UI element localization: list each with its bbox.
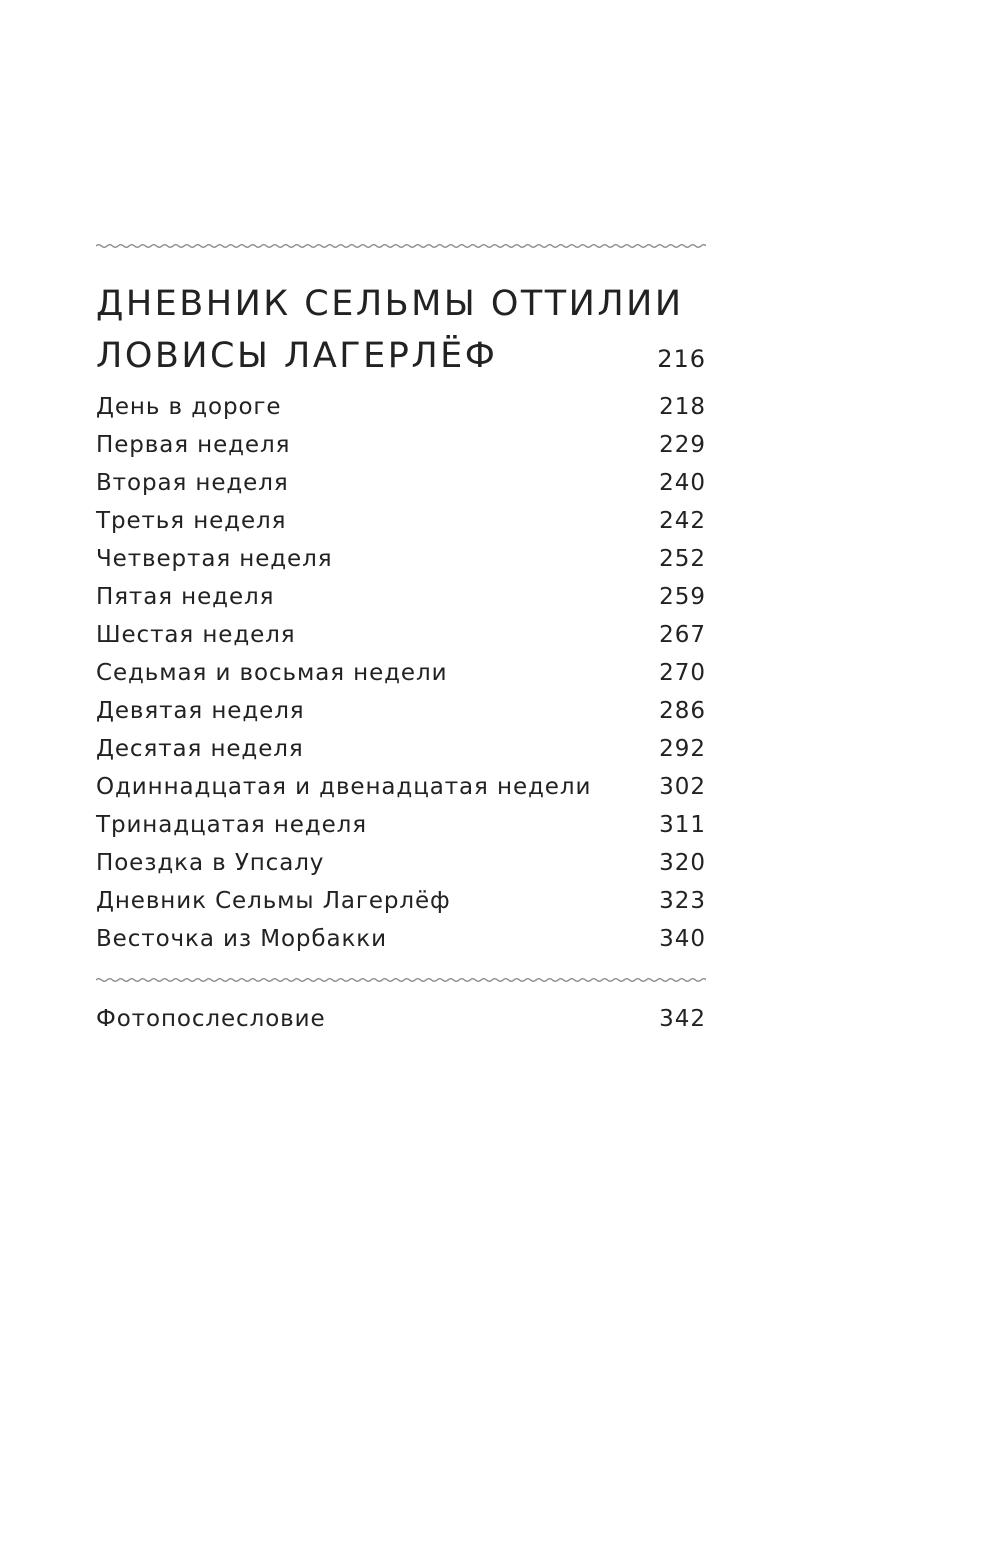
afterword-label: Фотопослесловие <box>96 1006 326 1032</box>
toc-entry[interactable] <box>96 692 706 730</box>
entry-page: 340 <box>659 926 706 952</box>
entry-page: 267 <box>659 622 706 648</box>
entry-page: 259 <box>659 584 706 610</box>
toc-entries <box>96 388 706 958</box>
wavy-divider-top <box>96 238 706 254</box>
toc-entry[interactable] <box>96 654 706 692</box>
entry-label: Первая неделя <box>96 432 291 458</box>
entry-page: 323 <box>659 888 706 914</box>
entry-label: Девятая неделя <box>96 698 305 724</box>
entry-label: Седьмая и восьмая недели <box>96 660 448 686</box>
toc-entry[interactable] <box>96 844 706 882</box>
entry-page: 252 <box>659 546 706 572</box>
entry-label: Шестая неделя <box>96 622 296 648</box>
entry-label: Одиннадцатая и двенадцатая недели <box>96 774 592 800</box>
entry-label: Пятая неделя <box>96 584 275 610</box>
entry-label: Дневник Сельмы Лагерлёф <box>96 888 451 914</box>
entry-page: 270 <box>659 660 706 686</box>
entry-page: 320 <box>659 850 706 876</box>
section-heading <box>96 278 706 382</box>
table-of-contents <box>96 238 706 1038</box>
toc-entry[interactable] <box>96 502 706 540</box>
toc-entry[interactable] <box>96 464 706 502</box>
wavy-divider-bottom <box>96 972 706 988</box>
afterword-page: 342 <box>659 1006 706 1032</box>
entry-page: 240 <box>659 470 706 496</box>
toc-entry[interactable] <box>96 806 706 844</box>
entry-label: Десятая неделя <box>96 736 304 762</box>
toc-entry[interactable] <box>96 426 706 464</box>
entry-page: 229 <box>659 432 706 458</box>
toc-entry[interactable] <box>96 730 706 768</box>
section-title-line-1: ДНЕВНИК СЕЛЬМЫ ОТТИЛИИ <box>96 284 684 324</box>
entry-page: 286 <box>659 698 706 724</box>
entry-page: 242 <box>659 508 706 534</box>
entry-page: 302 <box>659 774 706 800</box>
entry-label: Четвертая неделя <box>96 546 333 572</box>
entry-page: 292 <box>659 736 706 762</box>
toc-entry[interactable] <box>96 388 706 426</box>
toc-entry[interactable] <box>96 768 706 806</box>
entry-label: Вторая неделя <box>96 470 289 496</box>
toc-entry[interactable] <box>96 540 706 578</box>
entry-label: Третья неделя <box>96 508 287 534</box>
section-page-number: 216 <box>657 345 706 373</box>
entry-label: Весточка из Морбакки <box>96 926 387 952</box>
section-title-row <box>96 330 706 382</box>
entry-page: 218 <box>659 394 706 420</box>
toc-entry[interactable] <box>96 882 706 920</box>
toc-entry[interactable] <box>96 920 706 958</box>
entry-page: 311 <box>659 812 706 838</box>
section-title-line-2: ЛОВИСЫ ЛАГЕРЛЁФ <box>96 336 498 376</box>
toc-entry-afterword[interactable] <box>96 1000 706 1038</box>
entry-label: Тринадцатая неделя <box>96 812 367 838</box>
entry-label: Поездка в Упсалу <box>96 850 325 876</box>
entry-label: День в дороге <box>96 394 282 420</box>
toc-entry[interactable] <box>96 578 706 616</box>
toc-entry[interactable] <box>96 616 706 654</box>
